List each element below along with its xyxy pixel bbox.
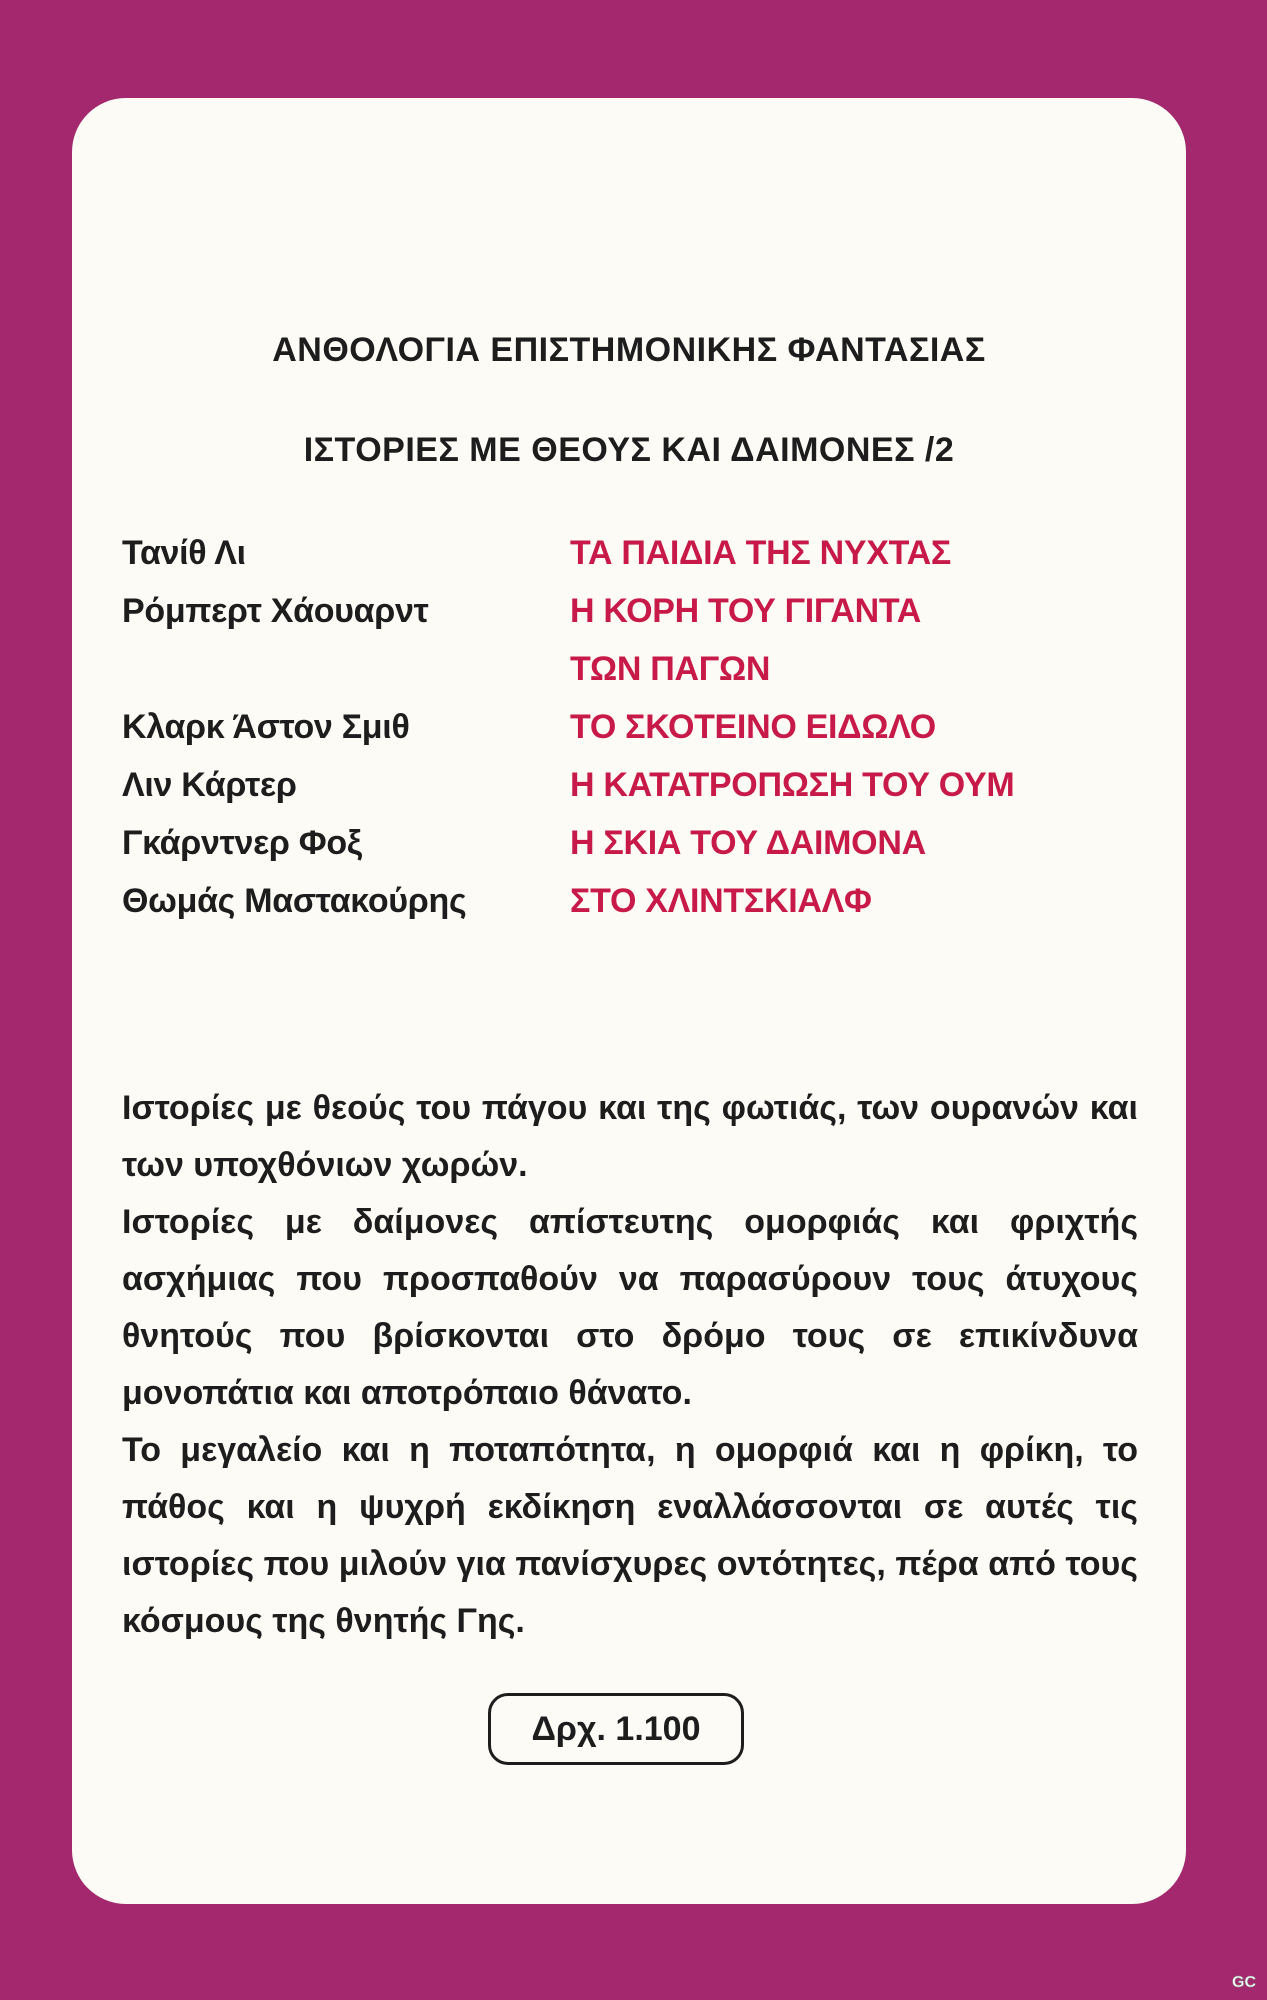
price-tag: Δρχ. 1.100 bbox=[488, 1693, 744, 1765]
author-name: Κλαρκ Άστον Σμιθ bbox=[122, 708, 410, 746]
story-title-line: ΤΩΝ ΠΑΓΩΝ bbox=[570, 650, 771, 688]
story-title-line: Η ΚΑΤΑΤΡΟΠΩΣΗ ΤΟΥ ΟΥΜ bbox=[570, 766, 1015, 804]
publisher-logo-text: GC bbox=[1232, 1974, 1256, 1991]
author-name: Τανίθ Λι bbox=[122, 534, 246, 572]
author-name: Θωμάς Μαστακούρης bbox=[122, 882, 467, 920]
story-title bbox=[570, 756, 1014, 814]
story-title-line: Η ΣΚΙΑ ΤΟΥ ΔΑΙΜΟΝΑ bbox=[570, 824, 926, 862]
author-name: Ρόμπερτ Χάουαρντ bbox=[122, 592, 429, 630]
back-cover-card bbox=[72, 98, 1186, 1904]
blurb-paragraph: Ιστορίες με θεούς του πάγου και της φωτιάς, των ουρανών και των υποχθόνιων χωρών. bbox=[122, 1089, 1138, 1184]
contents-entry bbox=[122, 814, 1162, 872]
story-title-line: ΤΟ ΣΚΟΤΕΙΝΟ ΕΙΔΩΛΟ bbox=[570, 708, 936, 746]
publisher-logo-icon bbox=[1227, 1970, 1261, 1992]
contents-entry bbox=[122, 582, 1162, 698]
story-title-line: ΣΤΟ ΧΛΙΝΤΣΚΙΑΛΦ bbox=[570, 882, 872, 920]
story-title bbox=[570, 698, 936, 756]
table-of-contents bbox=[122, 524, 1162, 930]
story-title-line: Η ΚΟΡΗ ΤΟΥ ΓΙΓΑΝΤΑ bbox=[570, 592, 922, 630]
story-title bbox=[570, 872, 872, 930]
contents-entry bbox=[122, 756, 1162, 814]
contents-entry bbox=[122, 524, 1162, 582]
blurb-paragraph: Το μεγαλείο και η ποταπότητα, η ομορφιά και η φρίκη, το πάθος και η ψυχρή εκδίκηση εναλλάσσονται σε αυτές τις ιστορίες που μιλούν για πανίσχυρες οντότητες, πέρα από τους κόσμους της θνητής Γης. bbox=[122, 1431, 1138, 1640]
story-title bbox=[570, 814, 926, 872]
author-name: Γκάρντνερ Φοξ bbox=[122, 824, 362, 862]
series-title: ΑΝΘΟΛΟΓΙΑ ΕΠΙΣΤΗΜΟΝΙΚΗΣ ΦΑΝΤΑΣΙΑΣ bbox=[272, 331, 986, 369]
story-title bbox=[570, 524, 951, 582]
author-name: Λιν Κάρτερ bbox=[122, 766, 297, 804]
blurb-text bbox=[122, 1080, 1138, 1650]
story-title-line: ΤΑ ΠΑΙΔΙΑ ΤΗΣ ΝΥΧΤΑΣ bbox=[570, 534, 951, 572]
volume-title: ΙΣΤΟΡΙΕΣ ΜΕ ΘΕΟΥΣ ΚΑΙ ΔΑΙΜΟΝΕΣ /2 bbox=[303, 431, 955, 469]
contents-entry bbox=[122, 872, 1162, 930]
story-title bbox=[570, 582, 921, 698]
blurb-paragraph: Ιστορίες με δαίμονες απίστευτης ομορφιάς και φριχτής ασχήμιας που προσπαθούν να παρασύρουν τους άτυχους θνητούς που βρίσκονται στο δρόμο τους σε επικίνδυνα μονοπάτια και αποτρόπαιο θάνατο. bbox=[122, 1203, 1138, 1412]
contents-entry bbox=[122, 698, 1162, 756]
